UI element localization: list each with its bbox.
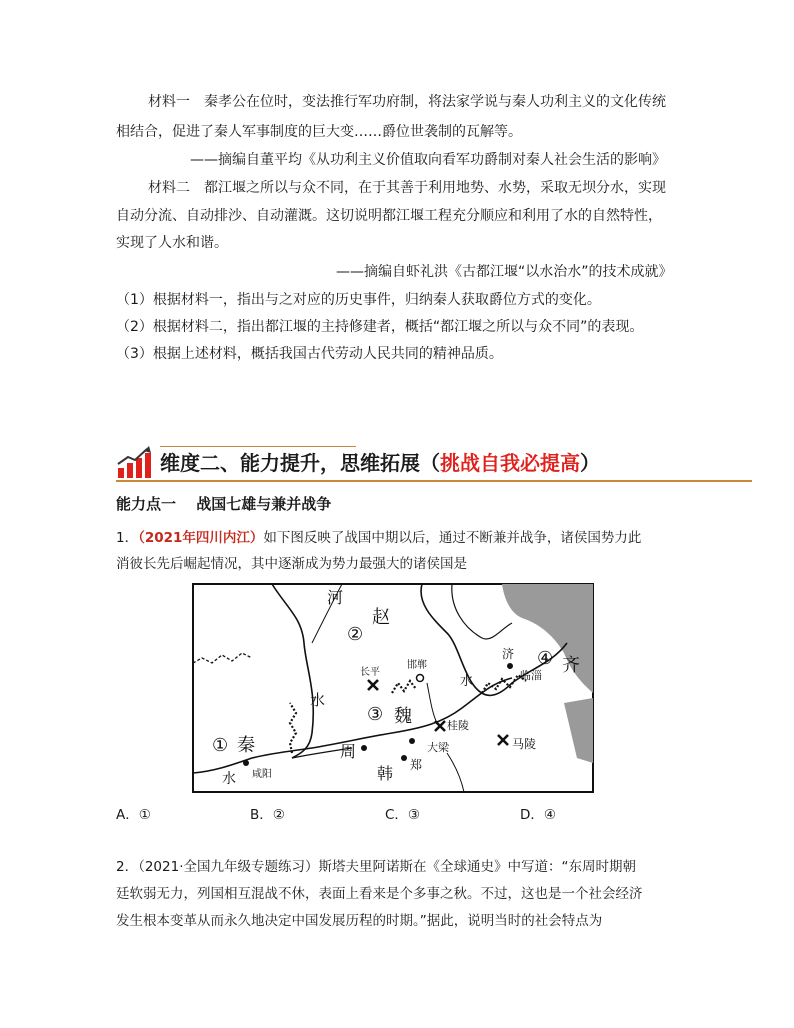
xianyang-city-dot xyxy=(243,760,249,766)
option-a[interactable]: A．① xyxy=(116,807,151,823)
material-2-source: ——摘编自虾礼洪《古都江堰“以水治水”的技术成就》 xyxy=(336,264,673,280)
header-rule xyxy=(116,480,752,482)
map-label-wei: 魏 xyxy=(394,706,412,727)
material-1-line-1: 材料一 秦孝公在位时，变法推行军功府制，将法家学说与秦人功利主义的文化传统 xyxy=(148,94,666,110)
linzi-city-dot xyxy=(507,663,513,669)
map-label-circle-3: ③ xyxy=(367,704,384,725)
map-label-ji: 济 xyxy=(502,647,515,661)
zheng-city-dot xyxy=(401,755,407,761)
map-label-qi: 齐 xyxy=(562,655,580,676)
item-1-source-tag: （2021年四川内江） xyxy=(138,530,264,546)
map-label-circle-4: ④ xyxy=(537,648,554,669)
bar-chart-icon xyxy=(116,446,154,480)
map-label-daliang: 大梁 xyxy=(427,741,449,754)
ability-point-title: 能力点一 战国七雄与兼并战争 xyxy=(116,495,332,513)
map-label-shui-left: 水 xyxy=(310,691,326,709)
header-accent-line xyxy=(160,446,356,447)
map-label-changping: 长平 xyxy=(360,667,380,678)
map-label-circle-2: ② xyxy=(347,624,364,645)
question-2: （2）根据材料二，指出都江堰的主持修建者，概括“都江堰之所以与众不同”的表现。 xyxy=(116,319,644,335)
material-1-line-2: 相结合，促进了秦人军事制度的巨大变……爵位世袭制的瓦解等。 xyxy=(116,124,522,140)
map-label-zhou: 周 xyxy=(340,742,357,761)
material-2-line-2: 自动分流、自动排沙、自动灌溉。这切说明都江堰工程充分顺应和利用了水的自然特性， xyxy=(116,208,662,224)
zhou-city-dot xyxy=(361,745,367,751)
map-label-circle-1: ① xyxy=(212,735,229,756)
map-label-qin: 秦 xyxy=(237,735,255,756)
map-label-xianyang: 咸阳 xyxy=(252,769,272,780)
material-2-line-1: 材料二 都江堰之所以与众不同，在于其善于利用地势、水势，采取无坝分水，实现 xyxy=(148,180,666,196)
item-1-line-1: 1．（2021年四川内江）如下图反映了战国中期以后，通过不断兼并战争，诸侯国势力此 xyxy=(116,530,642,546)
item-1-line-2: 消彼长先后崛起情况，其中逐渐成为势力最强大的诸侯国是 xyxy=(116,556,467,572)
map-label-maling: 马陵 xyxy=(512,737,537,751)
material-2-line-3: 实现了人水和谐。 xyxy=(116,235,228,251)
section-title: 维度二、能力提升，思维拓展（挑战自我必提高） xyxy=(160,451,600,475)
map-label-he: 河 xyxy=(327,588,344,607)
question-1: （1）根据材料一，指出与之对应的历史事件，归纳秦人获取爵位方式的变化。 xyxy=(116,292,601,308)
option-b[interactable]: B．② xyxy=(250,807,285,823)
map-label-han: 韩 xyxy=(377,764,394,783)
item-2-line-3: 发生根本变革从而永久地决定中国发展历程的时期。”据此，说明当时的社会特点为 xyxy=(116,913,603,929)
map-label-zheng: 郑 xyxy=(410,758,423,772)
map-label-linzi: 临淄 xyxy=(520,669,542,682)
map-label-guiling: 桂陵 xyxy=(447,719,469,732)
material-1-source: ——摘编自董平均《从功利主义价值取向看军功爵制对秦人社会生活的影响》 xyxy=(190,152,666,168)
map-label-shui-right: 水 xyxy=(460,674,474,689)
item-2-line-2: 廷软弱无力，列国相互混战不休，表面上看来是个多事之秋。不过，这也是一个社会经济 xyxy=(116,886,643,902)
section-header xyxy=(116,446,752,484)
map-label-handan: 邯郸 xyxy=(407,660,427,671)
item-2-line-1: 2．（2021·全国九年级专题练习）斯塔夫里阿诺斯在《全球通史》中写道：“东周时期朝 xyxy=(116,859,636,875)
question-3: （3）根据上述材料，概括我国古代劳动人民共同的精神品质。 xyxy=(116,346,503,362)
warring-states-map xyxy=(192,583,594,793)
option-c[interactable]: C．③ xyxy=(385,807,421,823)
daliang-city-dot xyxy=(409,738,415,744)
option-d[interactable]: D．④ xyxy=(520,807,556,823)
map-label-zhao: 赵 xyxy=(372,607,390,628)
map-label-shui-bottom: 水 xyxy=(222,771,236,787)
